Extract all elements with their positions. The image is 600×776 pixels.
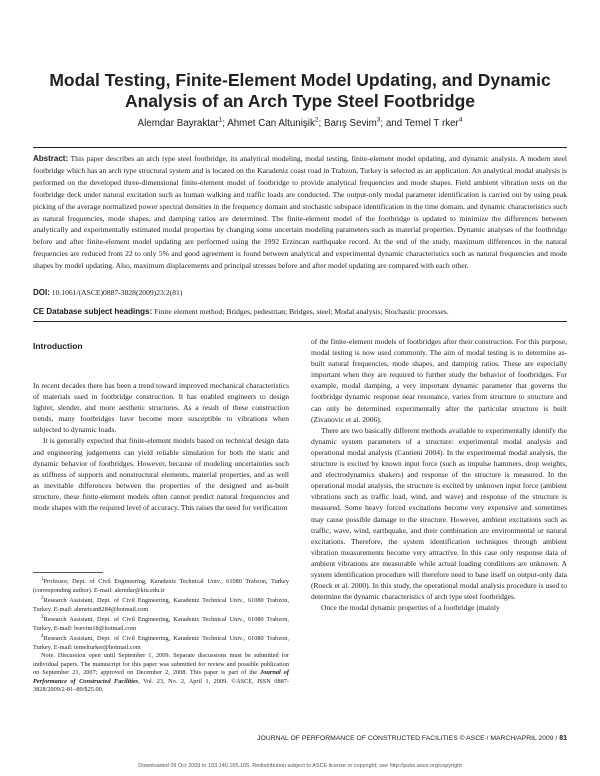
submission-note: Note. Discussion open until September 1, 2009. Separate discussions must be submitted for individual papers. The manuscript for this paper was submitted for review and possible publication on September 21, 2007; approved on December 2, 2008. This paper is part of the Journal of Performance of Constructed Facilities, Vol. 23, No. 2, April 1, 2009. ©ASCE, ISSN 0887-3828/2009/2-81–89/$25.00. xyxy=(33,652,289,694)
download-notice: Downloaded 09 Oct 2009 to 193.140.165.105. Redistribution subject to ASCE license or copyright; see http://pubs.asce.org/copyright xyxy=(138,763,462,769)
journal-footer xyxy=(33,735,567,742)
subject-headings xyxy=(33,306,567,317)
abstract-divider xyxy=(33,321,567,322)
paragraph: It is generally expected that finite-element models based on technical design data and engineering judgements can yield reliable simulation for both the static and dynamic behavior of footbridges. However, because of modeling uncertainties such as stiffness of supports and nonstructural elements, material properties, and as well as inevitable differences between the properties of the designed and as-built structure, these finite-element models often cannot predict natural frequencies and mode shapes with the required level of accuracy. This raises the need for verification xyxy=(33,436,289,513)
subject-headings-label: CE Database subject headings: xyxy=(33,307,153,316)
footnote: $^4$Research Assistant, Dept. of Civil Engineering, Karadeniz Technical Univ., 61080 Trabzon, Turkey. E-mail: temelturker@hotmail.com xyxy=(33,634,289,651)
footnote: $^3$Research Assistant, Dept. of Civil Engineering, Karadeniz Technical Univ., 61080 Trabzon, Turkey. E-mail: bsevim18@hotmail.com xyxy=(33,615,289,632)
doi-line xyxy=(33,287,567,298)
page-number: 81 xyxy=(559,735,567,742)
header-divider xyxy=(33,147,567,148)
author: Alemdar Bayraktar$^1$; xyxy=(137,117,228,130)
paragraph: Once the modal dynamic properties of a footbridge (mainly xyxy=(321,603,500,613)
footnote-divider xyxy=(33,572,103,573)
left-column xyxy=(33,380,289,513)
doi-label: DOI: xyxy=(33,288,50,297)
abstract-text: This paper describes an arch type steel footbridge, its analytical modeling, modal testing, finite-element model updating, and dynamic analysis. A modern steel footbridge which has an arch type structural system and is located on the Karadeniz coast road in Trabzon, Turkey is selected as an application. An analytical modal analysis is performed on the developed three-dimensional finite-element model of footbridge to provide analytical frequencies and mode shapes. Field ambient vibration tests on the footbridge deck under natural excitation such as human walking and traffic loads are conducted. The output-only modal parameter identification is carried out by using peak picking of the average normalized power spectral densities in the frequency domain and stochastic subspace identification in the time domain, and dynamic characteristics such as natural frequencies, mode shapes, and damping ratios are determined. The finite-element model of the footbridge is updated to minimize the differences between analytically and experimentally estimated modal properties by changing some uncertain modeling parameters such as material properties. Dynamic analyses of the footbridge before and after finite-element model updating are performed using the 1992 Erzincan earthquake record. At the end of the study, maximum differences in the natural frequencies are reduced from 22 to only 5% and good agreement is found between analytical and experimental dynamic characteristics such as natural frequencies and mode shapes by model updating. Also, maximum displacements and principal stresses before and after model updating are compared with each other. xyxy=(33,154,567,271)
author: Barış Sevim$^3$; and xyxy=(323,117,405,130)
abstract-label: Abstract: xyxy=(33,154,69,163)
paragraph: There are two basically different methods available to experimentally identify the dynamic system parameters of a structure: experimental modal analysis and operational modal analysis (Cantieni 2004). In the experimental modal analysis, the structure is excited by known input force (such as impulse hammers, drop weights, and electrodynamics shakers) and response of the structure is measured. In the operational modal analysis, the structure is excited by unknown input force (ambient vibrations such as traffic load, wind, and wave) and response of the structure is measured. Some heavy forced excitations become very expensive and sometimes may cause possible damage to the structure. However, ambient excitations such as traffic, wave, wind, earthquake, and their combination are environmental or natural excitations. Therefore, the system identification techniques through ambient vibration measurements become very attractive. In this case only response data of ambient vibrations are measurable while actual loading conditions are unknown. A system identification procedure will therefore need to base itself on output-only data (Roeck et al. 2000). In this study, the operational modal analysis procedure is used to determine the dynamic characteristics of arch type steel footbridges. xyxy=(311,425,567,602)
footnote: $^2$Research Assistant, Dept. of Civil Engineering, Karadeniz Technical Univ., 61080 Trabzon, Turkey. E-mail: ahmetcan8284@hotmail.com xyxy=(33,596,289,613)
journal-footer-text: JOURNAL OF PERFORMANCE OF CONSTRUCTED FACILITIES © ASCE / MARCH/APRIL 2009 / xyxy=(257,735,560,742)
paper-title: Modal Testing, Finite-Element Model Updating, and Dynamic Analysis of an Arch Type Steel Footbridge xyxy=(49,70,551,111)
section-heading-introduction: Introduction xyxy=(33,341,83,351)
footnote: $^1$Professor, Dept. of Civil Engineering, Karadeniz Technical Univ., 61080 Trabzon, Turkey (corresponding author). E-mail: alemdar@ktu.edu.tr xyxy=(33,577,289,594)
author-list xyxy=(20,117,580,129)
abstract xyxy=(33,153,567,272)
right-column xyxy=(311,336,567,613)
author: Ahmet Can Altunişik$^2$; xyxy=(227,117,324,130)
author: Temel T rker$^4$ xyxy=(404,117,463,130)
footnotes xyxy=(33,576,289,695)
doi-value[interactable]: 10.1061/(ASCE)0887-3828(2009)23:2(81) xyxy=(51,288,183,297)
paragraph: of the finite-element models of footbridges after their construction. For this purpose, modal testing is now used commonly. The aim of modal testing is to determine as-built natural frequencies, mode shapes, and damping ratios. These are especially important when they are required to further study the behavior of footbridges. For example, modal damping, a very important dynamic parameter that governs the footbridge dynamic response near resonance, varies from structure to structure and can only be determined experimentally after the particular structure is built (Zivanovic et al. 2006). xyxy=(311,337,567,424)
paragraph: In recent decades there has been a trend toward improved mechanical characteristics of materials used in footbridge construction. It has enabled engineers to design lighter, slender, and more aesthetic structures. As a result of these construction trends, many footbridges have become more susceptible to vibrations when subjected to dynamic loads. xyxy=(33,381,289,435)
subject-headings-value: Finite element method; Bridges, pedestrian; Bridges, steel; Modal analysis; Stochastic processes. xyxy=(154,307,449,316)
